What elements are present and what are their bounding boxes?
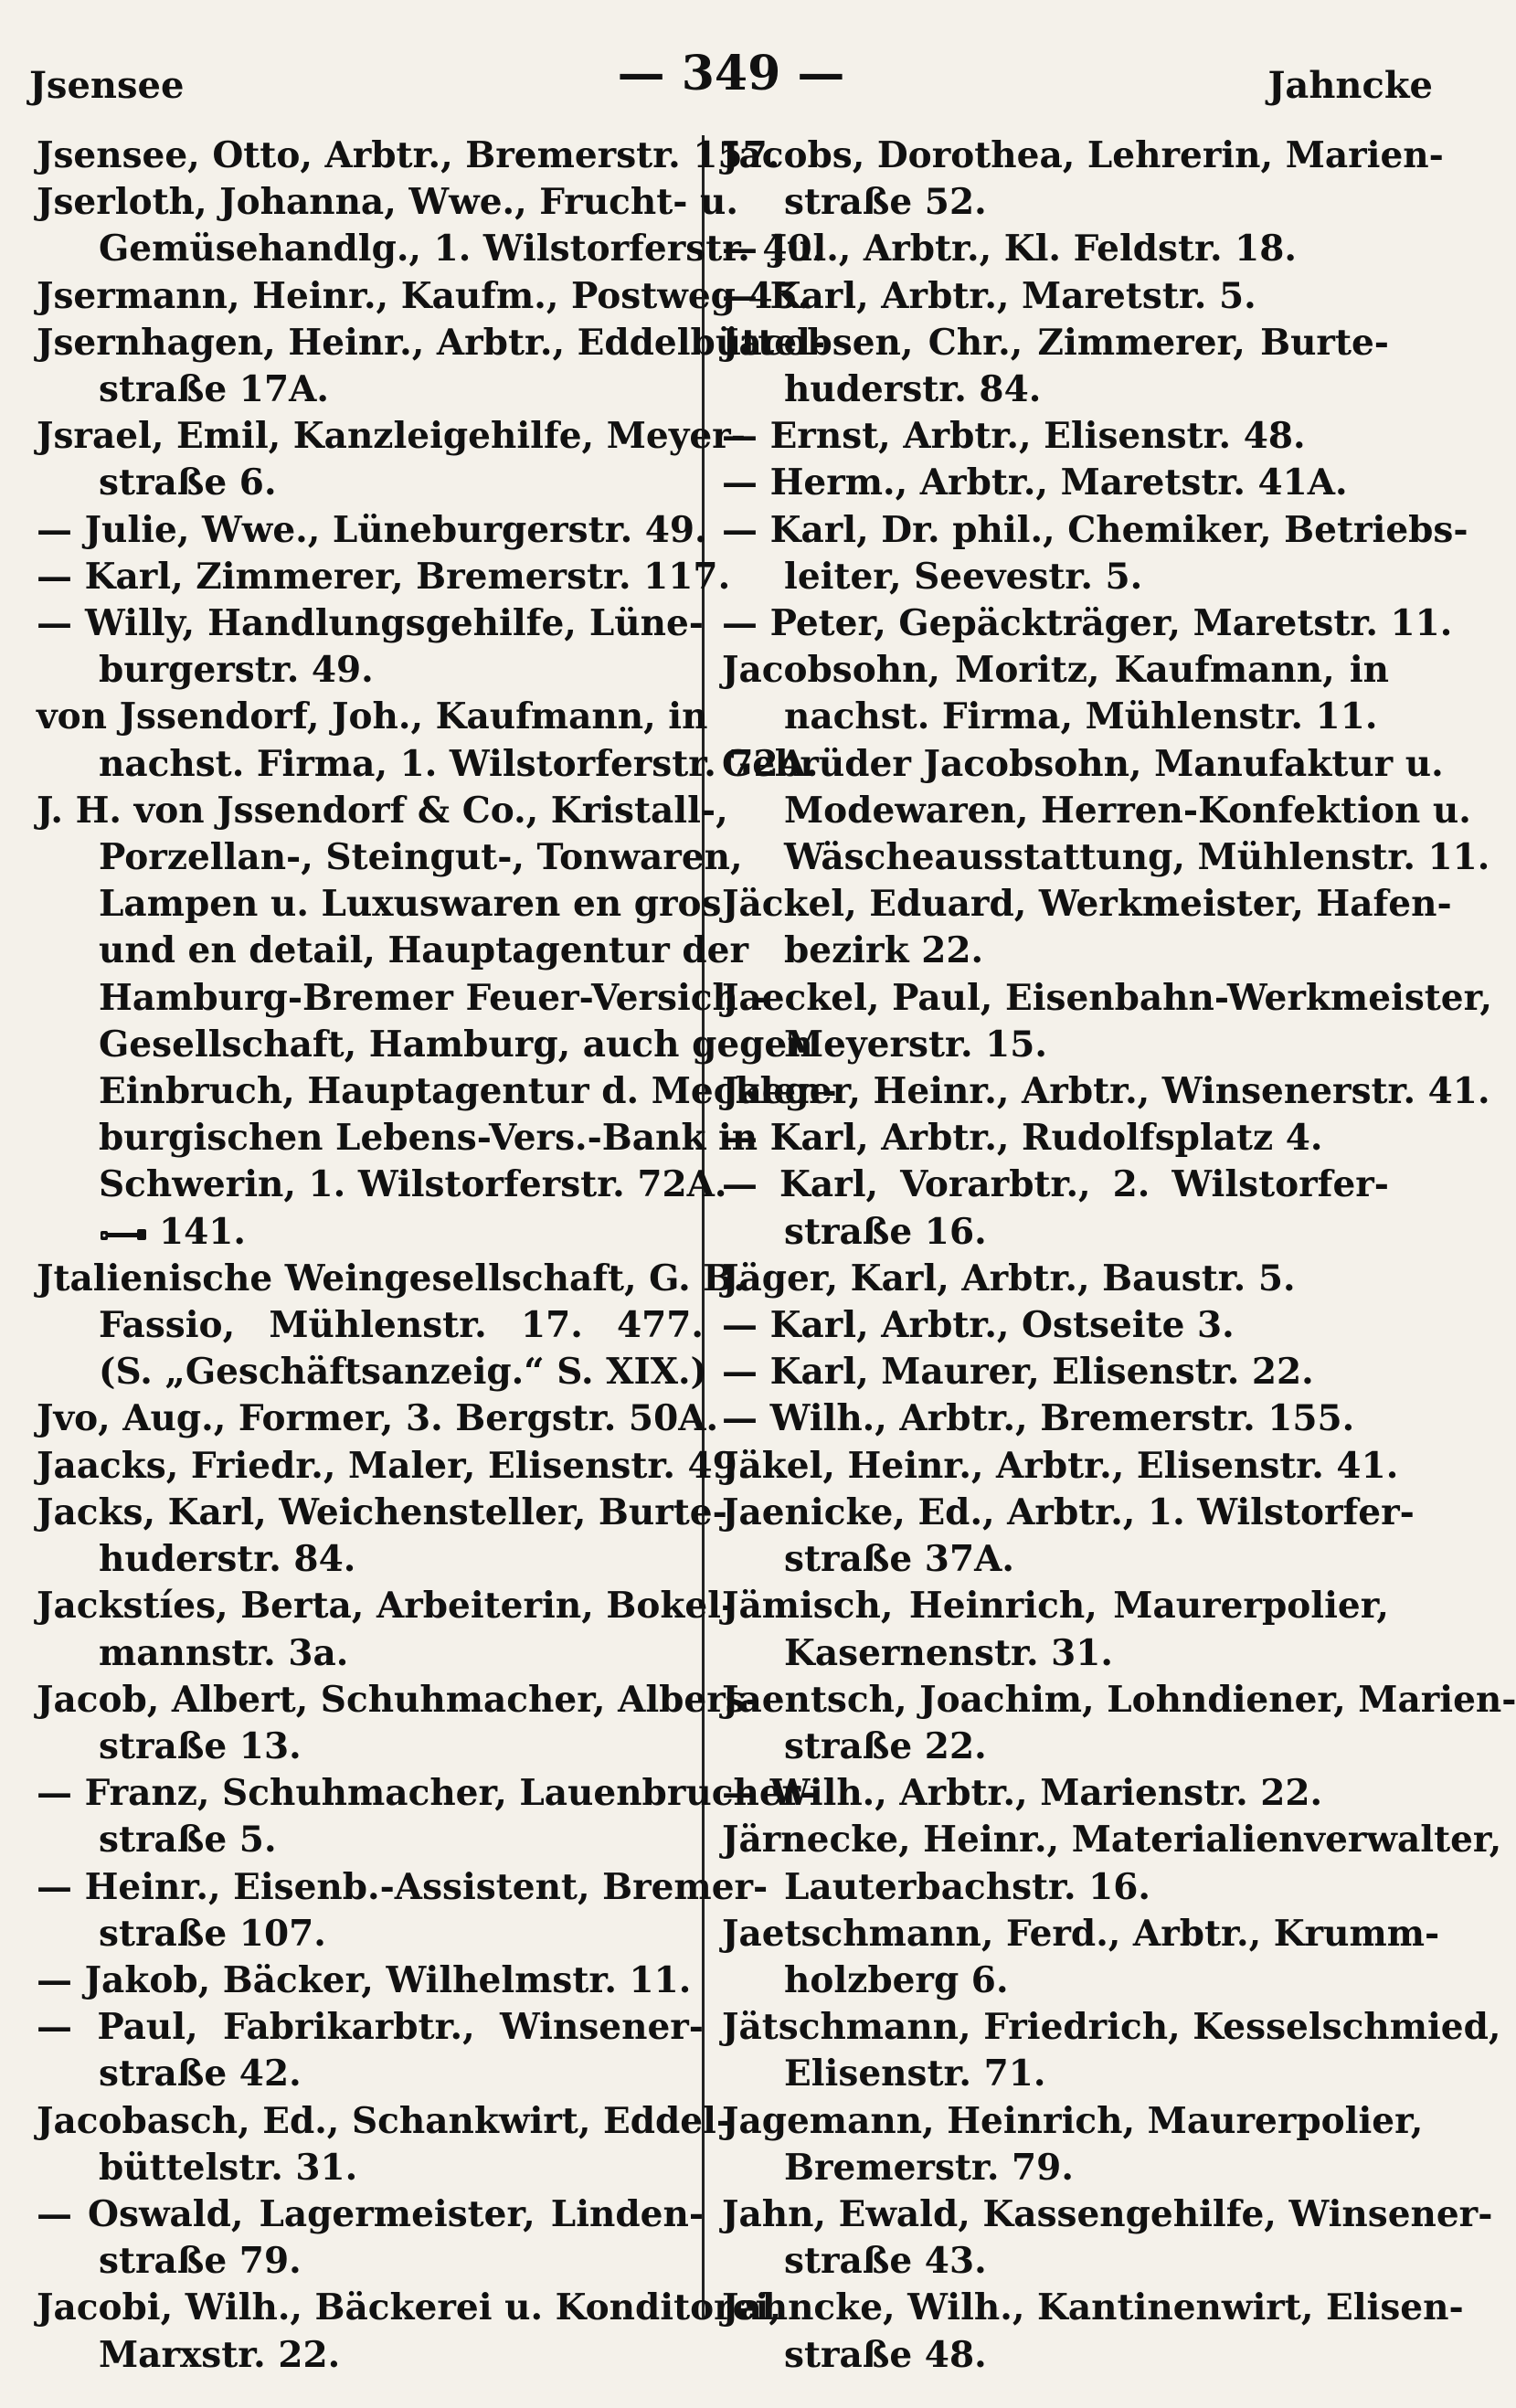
directory-entry — [722, 600, 1453, 647]
entry-continuation: Schwerin, 1. Wilstorferstr. 72A. — [99, 1163, 727, 1206]
entry-line: — Paul, Fabrikarbtr., Winsener- — [37, 2006, 704, 2049]
entry-continuation: nachst. Firma, Mühlenstr. 11. — [784, 695, 1378, 738]
entry-continuation: straße 16. — [784, 1210, 987, 1253]
directory-entry — [722, 1443, 1399, 1490]
directory-entry — [37, 2004, 704, 2097]
directory-entry — [722, 226, 1389, 272]
directory-entry — [722, 507, 1468, 600]
entry-continuation: holzberg 6. — [784, 1958, 1009, 2001]
entry-continuation: Lauterbachstr. 16. — [784, 1865, 1151, 1908]
entry-line: — Julie, Wwe., Lüneburgerstr. 49. — [37, 508, 707, 551]
entry-line: — Karl, Zimmerer, Bremerstr. 117. — [37, 555, 731, 598]
entry-line: Jäckel, Eduard, Werkmeister, Hafen- — [722, 883, 1452, 926]
entry-line: — Ernst, Arbtr., Elisenstr. 48. — [722, 415, 1306, 458]
entry-line: — Karl, Arbtr., Maretstr. 5. — [722, 274, 1256, 317]
entry-continuation: straße 43. — [784, 2240, 987, 2283]
entry-continuation: Wäscheausstattung, Mühlenstr. 11. — [784, 836, 1490, 879]
entry-line: — Karl, Maurer, Elisenstr. 22. — [722, 1351, 1314, 1394]
entry-continuation: straße 79. — [99, 2240, 302, 2283]
entry-line: von Jssendorf, Joh., Kaufmann, in — [37, 695, 708, 738]
entry-continuation: und en detail, Hauptagentur der — [99, 929, 749, 972]
entry-line: — Wilh., Arbtr., Bremerstr. 155. — [722, 1397, 1355, 1440]
entry-continuation: huderstr. 84. — [784, 368, 1042, 411]
entry-continuation: nachst. Firma, 1. Wilstorferstr. 72A. — [99, 742, 819, 785]
entry-line: Jäkel, Heinr., Arbtr., Elisenstr. 41. — [722, 1444, 1399, 1487]
directory-entry — [37, 694, 819, 787]
directory-entry — [722, 1349, 1389, 1395]
directory-entry — [722, 1770, 1389, 1817]
entry-line: Jtalienische Weingesellschaft, G. B. — [37, 1257, 746, 1299]
entry-line: — Karl, Dr. phil., Chemiker, Betriebs- — [722, 508, 1468, 551]
entry-line: Jaentsch, Joachim, Lohndiener, Marien- — [722, 1678, 1516, 1721]
entry-line: Jacobi, Wilh., Bäckerei u. Konditorei, — [37, 2286, 781, 2329]
entry-line: — Wilh., Arbtr., Marienstr. 22. — [722, 1772, 1323, 1815]
directory-entry — [722, 881, 1452, 974]
entry-line: Jäger, Karl, Arbtr., Baustr. 5. — [722, 1257, 1296, 1299]
directory-entry — [37, 1770, 816, 1863]
telephone-icon — [99, 1224, 150, 1246]
entry-line: — Oswald, Lagermeister, Linden- — [37, 2192, 704, 2235]
entry-continuation: straße 42. — [99, 2053, 302, 2095]
entry-line: — Karl, Arbtr., Rudolfsplatz 4. — [722, 1117, 1323, 1160]
entry-continuation: Modewaren, Herren-Konfektion u. — [784, 789, 1471, 832]
entry-line: Jacobasch, Ed., Schankwirt, Eddel- — [37, 2099, 732, 2142]
entry-line: Jagemann, Heinrich, Maurerpolier, — [722, 2099, 1424, 2142]
entry-continuation: büttelstr. 31. — [99, 2146, 358, 2189]
entry-line: Jsensee, Otto, Arbtr., Bremerstr. 157. — [37, 134, 780, 176]
entry-continuation: straße 17A. — [99, 368, 329, 411]
entry-continuation: straße 48. — [784, 2333, 987, 2376]
directory-entry — [37, 1583, 737, 1676]
entry-line: Jacob, Albert, Schuhmacher, Albers- — [37, 1678, 760, 1721]
phone-number: 141. — [159, 1210, 246, 1253]
entry-continuation: Gesellschaft, Hamburg, auch gegen — [99, 1023, 813, 1066]
entry-continuation — [37, 1209, 704, 1256]
entry-line: — Karl, Arbtr., Ostseite 3. — [722, 1304, 1235, 1347]
entry-continuation: straße 5. — [99, 1819, 277, 1862]
entry-line: Jacks, Karl, Weichensteller, Burte- — [37, 1490, 727, 1533]
entry-continuation: Porzellan-, Steingut-, Tonwaren, — [99, 836, 743, 879]
directory-entry — [722, 1068, 1490, 1115]
directory-entry — [722, 1395, 1389, 1442]
entry-line: Jackstíes, Berta, Arbeiterin, Bokel- — [37, 1585, 737, 1628]
entry-line: Jsernhagen, Heinr., Arbtr., Eddelbüttel- — [37, 321, 826, 364]
entry-continuation: leiter, Seevestr. 5. — [784, 555, 1143, 598]
entry-continuation: Fassio, Mühlenstr. 17. 477. — [99, 1304, 704, 1347]
directory-entry — [722, 1256, 1389, 1302]
directory-entry — [722, 1911, 1440, 2004]
entry-continuation: burgischen Lebens-Vers.-Bank in — [99, 1117, 758, 1160]
entry-line: Jsermann, Heinr., Kaufm., Postweg 45. — [37, 274, 811, 317]
directory-entry — [37, 788, 837, 1256]
entry-line: Gebrüder Jacobsohn, Manufaktur u. — [722, 742, 1444, 785]
entry-line: — Karl, Vorarbtr., 2. Wilstorfer- — [722, 1163, 1389, 1206]
entry-line: — Peter, Gepäckträger, Maretstr. 11. — [722, 602, 1453, 645]
directory-entry — [722, 460, 1389, 506]
entry-line: Jaenicke, Ed., Arbtr., 1. Wilstorfer- — [722, 1490, 1415, 1533]
entry-continuation: Bremerstr. 79. — [784, 2146, 1074, 2189]
directory-entry — [37, 1395, 719, 1442]
left-column — [37, 133, 837, 2379]
directory-entry — [722, 2004, 1501, 2097]
directory-entry — [37, 320, 826, 413]
entry-continuation: straße 52. — [784, 181, 987, 224]
entry-line: Jvo, Aug., Former, 3. Bergstr. 50A. — [37, 1397, 719, 1440]
entry-continuation: Hamburg-Bremer Feuer-Versich.- — [99, 976, 766, 1019]
entry-line: Jsrael, Emil, Kanzleigehilfe, Meyer- — [37, 415, 746, 458]
entry-continuation: huderstr. 84. — [99, 1538, 356, 1581]
entry-continuation: straße 22. — [784, 1724, 987, 1767]
directory-entry — [722, 2285, 1464, 2378]
entry-continuation: Lampen u. Luxuswaren en gros — [99, 883, 722, 926]
directory-entry — [37, 179, 825, 272]
entry-line: Jaetschmann, Ferd., Arbtr., Krumm- — [722, 1912, 1440, 1955]
entry-line: — Heinr., Eisenb.-Assistent, Bremer- — [37, 1865, 769, 1908]
directory-entry — [37, 1256, 746, 1396]
entry-line: Jaeckel, Paul, Eisenbahn-Werkmeister, — [722, 976, 1492, 1019]
directory-entry — [37, 413, 746, 506]
entry-continuation: Kasernenstr. 31. — [784, 1631, 1113, 1674]
entry-continuation: Meyerstr. 15. — [784, 1023, 1047, 1066]
directory-entry — [37, 2191, 704, 2285]
directory-entry — [722, 320, 1389, 413]
directory-entry — [722, 1583, 1389, 1676]
directory-entry — [722, 647, 1389, 740]
entry-line: Jahn, Ewald, Kassengehilfe, Winsener- — [722, 2192, 1493, 2235]
directory-entry — [722, 2191, 1493, 2285]
entry-continuation: Einbruch, Hauptagentur d. Mecklen- — [99, 1070, 837, 1113]
page-header — [29, 38, 1433, 111]
entry-line: — Jul., Arbtr., Kl. Feldstr. 18. — [722, 228, 1297, 271]
directory-entry — [722, 413, 1389, 460]
directory-entry — [37, 507, 707, 554]
entry-line: — Willy, Handlungsgehilfe, Lüne- — [37, 602, 704, 645]
entry-line: J. H. von Jssendorf & Co., Kristall-, — [37, 789, 728, 832]
entry-continuation: (S. „Geschäftsanzeig.“ S. XIX.) — [99, 1351, 707, 1394]
directory-entry — [722, 133, 1444, 226]
entry-line: Jacobsohn, Moritz, Kaufmann, in — [722, 649, 1389, 692]
directory-entry — [722, 1817, 1502, 1910]
entry-line: Jacobs, Dorothea, Lehrerin, Marien- — [722, 134, 1444, 176]
entry-line: Jaacks, Friedr., Maler, Elisenstr. 49. — [37, 1444, 750, 1487]
entry-continuation: bezirk 22. — [784, 929, 984, 972]
entry-line: — Jakob, Bäcker, Wilhelmstr. 11. — [37, 1958, 692, 2001]
entry-line: Jserloth, Johanna, Wwe., Frucht- u. — [37, 181, 738, 224]
directory-entry — [37, 1677, 760, 1770]
directory-entry — [722, 1302, 1389, 1349]
entry-continuation: Marxstr. 22. — [99, 2333, 341, 2376]
directory-entry — [722, 975, 1492, 1068]
entry-line: — Herm., Arbtr., Maretstr. 41A. — [722, 461, 1348, 504]
entry-line: Jacobsen, Chr., Zimmerer, Burte- — [722, 321, 1389, 364]
directory-entry — [722, 2098, 1424, 2191]
entry-continuation: straße 13. — [99, 1724, 302, 1767]
page-number: — 349 — — [617, 46, 845, 101]
entry-line: Jätschmann, Friedrich, Kesselschmied, — [722, 2006, 1501, 2049]
right-column — [722, 133, 1516, 2379]
entry-line: — Franz, Schuhmacher, Lauenbrucher- — [37, 1772, 816, 1815]
entry-line: Jahncke, Wilh., Kantinenwirt, Elisen- — [722, 2286, 1464, 2329]
directory-entry — [37, 600, 704, 694]
entry-continuation: Gemüsehandlg., 1. Wilstorferstr. 40. — [99, 228, 825, 271]
entry-continuation: straße 107. — [99, 1912, 326, 1955]
entry-continuation: straße 6. — [99, 461, 277, 504]
directory-entry — [722, 1115, 1389, 1162]
entry-continuation: mannstr. 3a. — [99, 1631, 349, 1674]
entry-continuation: Elisenstr. 71. — [784, 2053, 1046, 2095]
directory-entry — [37, 2285, 781, 2378]
directory-entry — [37, 554, 731, 600]
directory-entry — [37, 1443, 750, 1490]
directory-entry — [722, 1677, 1516, 1770]
directory-entry — [37, 1864, 769, 1957]
entry-continuation: straße 37A. — [784, 1538, 1014, 1581]
entry-line: Jaeger, Heinr., Arbtr., Winsenerstr. 41. — [722, 1070, 1490, 1113]
directory-entry — [37, 2098, 732, 2191]
directory-entry — [37, 1957, 704, 2004]
directory-entry — [37, 133, 780, 179]
directory-entry — [37, 1490, 727, 1583]
header-last-entry: Jahncke — [1267, 64, 1433, 107]
entry-line: Järnecke, Heinr., Materialienverwalter, — [722, 1819, 1502, 1862]
directory-entry — [37, 273, 811, 320]
directory-entry — [722, 273, 1389, 320]
header-first-entry: Jsensee — [29, 64, 185, 107]
entry-continuation: burgerstr. 49. — [99, 649, 374, 692]
directory-entry — [722, 741, 1490, 882]
directory-entry — [722, 1162, 1389, 1255]
directory-entry — [722, 1490, 1415, 1583]
entry-line: Jämisch, Heinrich, Maurerpolier, — [722, 1585, 1389, 1628]
